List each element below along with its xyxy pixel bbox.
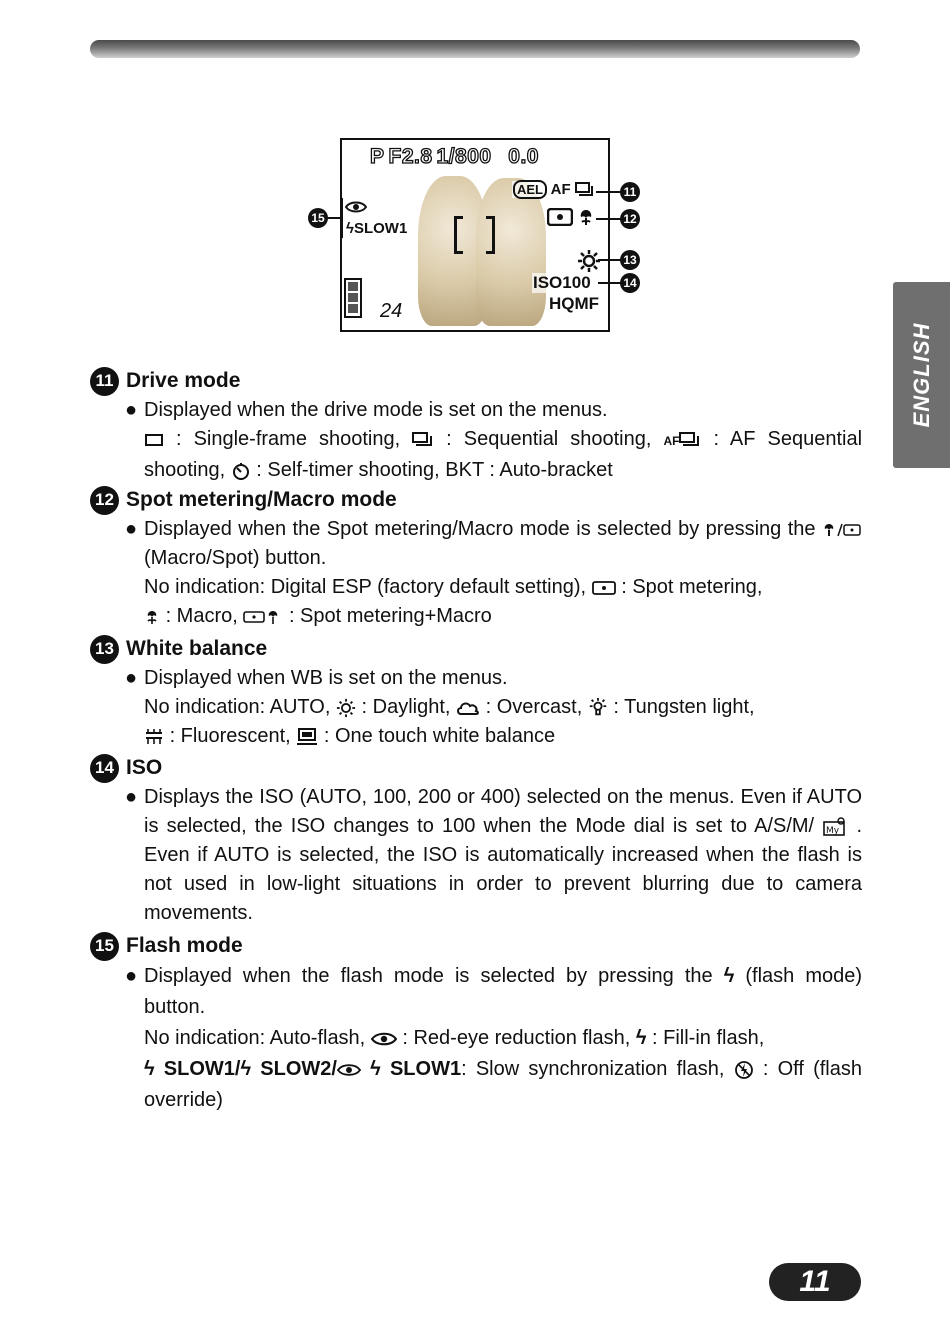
red-eye-icon: [345, 200, 367, 214]
af-target-bracket-right: [486, 216, 495, 254]
sequential-shooting-icon: [412, 432, 434, 448]
lcd-white-balance-sun-icon: [578, 250, 600, 272]
my-mode-icon: [822, 817, 848, 837]
macro-icon: [577, 208, 595, 226]
bullet-icon: ●: [125, 518, 138, 540]
bullet-icon: ●: [125, 965, 138, 987]
macro-icon: [144, 609, 160, 625]
section-title: White balance: [126, 637, 268, 660]
section-title: Drive mode: [126, 369, 241, 392]
section-flash-mode: [90, 931, 862, 1116]
callout-14: 14: [620, 273, 640, 293]
tungsten-light-icon: [588, 698, 608, 718]
section-title: ISO: [126, 756, 163, 779]
section-heading: [90, 931, 862, 961]
section-drive-mode: [90, 366, 862, 485]
flash-off-icon: [734, 1060, 754, 1080]
section-paragraph: ● Displayed when the Spot metering/Macro mode is selected by pressing the (Macro/Spot) button. No indication: Digital ESP (factory default setting), : Spot metering, : Macro, : Spot metering+Macro: [144, 515, 862, 631]
lcd-frames-remaining: 24: [380, 300, 403, 322]
lcd-iso-value: ISO100: [533, 273, 591, 292]
callout-15: 15: [308, 208, 328, 228]
section-iso: [90, 753, 862, 928]
section-number-badge: 14: [90, 754, 119, 783]
section-paragraph: ● Displayed when the drive mode is set on the menus. : Single-frame shooting, : Sequential shooting, AF : AF Sequential shooting, : Self-timer shooting, BKT : Auto-bracket: [144, 396, 862, 485]
section-number-badge: 15: [90, 932, 119, 961]
callout-14-line: [598, 282, 622, 284]
callout-12: 12: [620, 209, 640, 229]
spot-metering-icon: [592, 580, 616, 596]
red-eye-icon: [371, 1032, 397, 1046]
bullet-icon: ●: [125, 786, 138, 808]
section-heading: [90, 366, 862, 396]
callout-13: 13: [620, 250, 640, 270]
section-heading: [90, 485, 862, 515]
lcd-red-eye-indicator: [345, 198, 367, 215]
section-white-balance: [90, 634, 862, 751]
slow-sync-redeye-label: ϟ SLOW1: [370, 1058, 462, 1080]
top-decorative-bar: [90, 40, 860, 58]
lcd-monitor-illustration: [340, 138, 610, 332]
slow-sync-1-label: ϟ SLOW1/ϟ SLOW2/: [144, 1058, 337, 1080]
single-frame-icon: [144, 433, 164, 447]
self-timer-icon: [231, 461, 251, 481]
svg-text:My: My: [826, 825, 840, 836]
page-number: 11: [769, 1263, 861, 1301]
section-number-badge: 13: [90, 635, 119, 664]
sequential-icon: [575, 182, 595, 198]
section-paragraph: ● Displayed when the flash mode is selected by pressing the ϟ (flash mode) button. No indication: Auto-flash, : Red-eye reduction flash, ϟ : Fill-in flash, ϟ SLOW1/ϟ SLOW2/ ϟ SLOW1: Slow synchronization flash, : Off (flash override): [144, 961, 862, 1116]
lcd-ael-af-indicator: AEL AF: [512, 181, 596, 198]
callout-11: 11: [620, 182, 640, 202]
overcast-icon: [456, 699, 480, 717]
callout-15-bracket: [341, 198, 343, 238]
section-number-badge: 12: [90, 486, 119, 515]
section-paragraph: ● Displays the ISO (AUTO, 100, 200 or 400) selected on the menus. Even if AUTO is selected, the ISO changes to 100 when the Mode dial is set to A/S/M/ My . Even if AUTO is selected, the ISO is automatically increased when the flash is not used in low-light situations in order to prevent blurring due to camera movements.: [144, 783, 862, 928]
bullet-icon: ●: [125, 667, 138, 689]
red-eye-icon: [337, 1063, 361, 1077]
af-target-bracket-left: [454, 216, 463, 254]
section-heading: [90, 634, 862, 664]
fluorescent-icon: [144, 728, 164, 746]
callout-15-line: [327, 217, 341, 219]
lcd-image-quality: HQMF: [549, 294, 600, 313]
fill-in-flash-icon: ϟ: [635, 1027, 647, 1049]
section-title: Flash mode: [126, 934, 243, 957]
flash-icon: ϟ: [723, 965, 735, 987]
lcd-exposure-readout: P F2.8 1/800 0.0: [370, 145, 539, 168]
language-tab-label: ENGLISH: [908, 322, 934, 428]
bullet-icon: ●: [125, 399, 138, 421]
daylight-icon: [336, 698, 356, 718]
callout-12-line: [596, 218, 622, 220]
section-heading: [90, 753, 862, 783]
spot-macro-icon: [243, 609, 283, 625]
lcd-spot-macro-indicator: [547, 208, 595, 226]
section-number-badge: 11: [90, 367, 119, 396]
af-sequential-icon: [679, 432, 701, 448]
language-tab: [893, 282, 950, 468]
section-paragraph: ● Displayed when WB is set on the menus. No indication: AUTO, : Daylight, : Overcast, : Tungsten light, : Fluorescent, : One touch white balance: [144, 664, 862, 751]
callout-13-line: [598, 259, 622, 261]
lcd-flash-indicator: ϟSLOW1: [346, 220, 408, 237]
section-spot-macro: [90, 485, 862, 631]
macro-spot-button-icon: [822, 522, 862, 538]
section-title: Spot metering/Macro mode: [126, 488, 397, 511]
memory-gauge-icon: [344, 278, 362, 318]
spot-metering-icon: [547, 208, 573, 226]
lcd-flash-icon: ϟ: [346, 220, 354, 237]
one-touch-wb-icon: [296, 728, 318, 746]
callout-11-line: [596, 191, 622, 193]
